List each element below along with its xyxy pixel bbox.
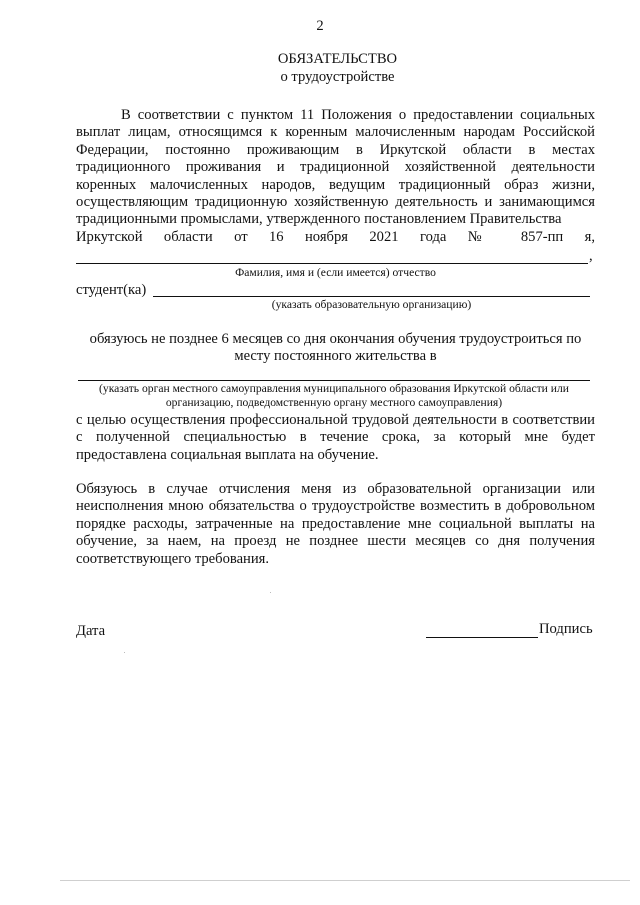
page-number: 2 <box>316 18 324 34</box>
document-subtitle: о трудоустройстве <box>280 69 395 85</box>
student-label: студент(ка) <box>76 282 147 298</box>
signature-line <box>426 637 538 638</box>
scan-speck <box>124 652 125 653</box>
intro-paragraph: В соответствии с пунктом 11 Положения о предоставлении социальных выплат лицам, относящимся к коренным малочисленным народам Российской Федерации, постоянно проживающим в Иркутской области в местах традиционного проживания и традиционной хозяйственной деятельности коренных малочисленных народов, ведущим традиционный образ жизни, осуществляющим традиционную хозяйственную деятельность и занимающимся традиционными промыслами, утвержденного постановлением Правительства <box>76 107 595 228</box>
scan-bottom-edge <box>60 880 630 881</box>
fio-trailing-comma: , <box>589 248 593 264</box>
fio-caption: Фамилия, имя и (если имеется) отчество <box>235 266 436 279</box>
obligation-text: обязуюсь не позднее 6 месяцев со дня окончания обучения трудоустроиться по месту постоянного жительства в <box>89 331 582 365</box>
date-label: Дата <box>76 623 106 639</box>
fio-line <box>76 263 588 264</box>
scan-speck <box>270 592 271 593</box>
refund-paragraph: Обязуюсь в случае отчисления меня из образовательной организации или неисполнения мною обязательства о трудоустройстве возместить в добровольном порядке расходы, затраченные на предоставление мне социальной выплаты на обучение, за наем, на проезд не позднее шести месяцев со дня получения соответствующего требования. <box>76 481 595 567</box>
organization-caption: (указать образовательную организацию) <box>271 298 472 311</box>
authority-caption: (указать орган местного самоуправления муниципального образования Иркутской области или организацию, подведомственную органу местного самоуправления) <box>99 382 569 409</box>
authority-line <box>78 380 590 381</box>
document-title: ОБЯЗАТЕЛЬСТВО <box>277 51 398 67</box>
signature-label: Подпись <box>539 621 593 637</box>
intro-last-line: Иркутской области от 16 ноября 2021 года № 857-пп я, <box>76 229 595 245</box>
organization-line <box>153 296 590 297</box>
purpose-paragraph: с целью осуществления профессиональной трудовой деятельности в соответствии с полученной специальностью в течение срока, за который мне будет предоставлена социальная выплата на обучение. <box>76 412 595 463</box>
